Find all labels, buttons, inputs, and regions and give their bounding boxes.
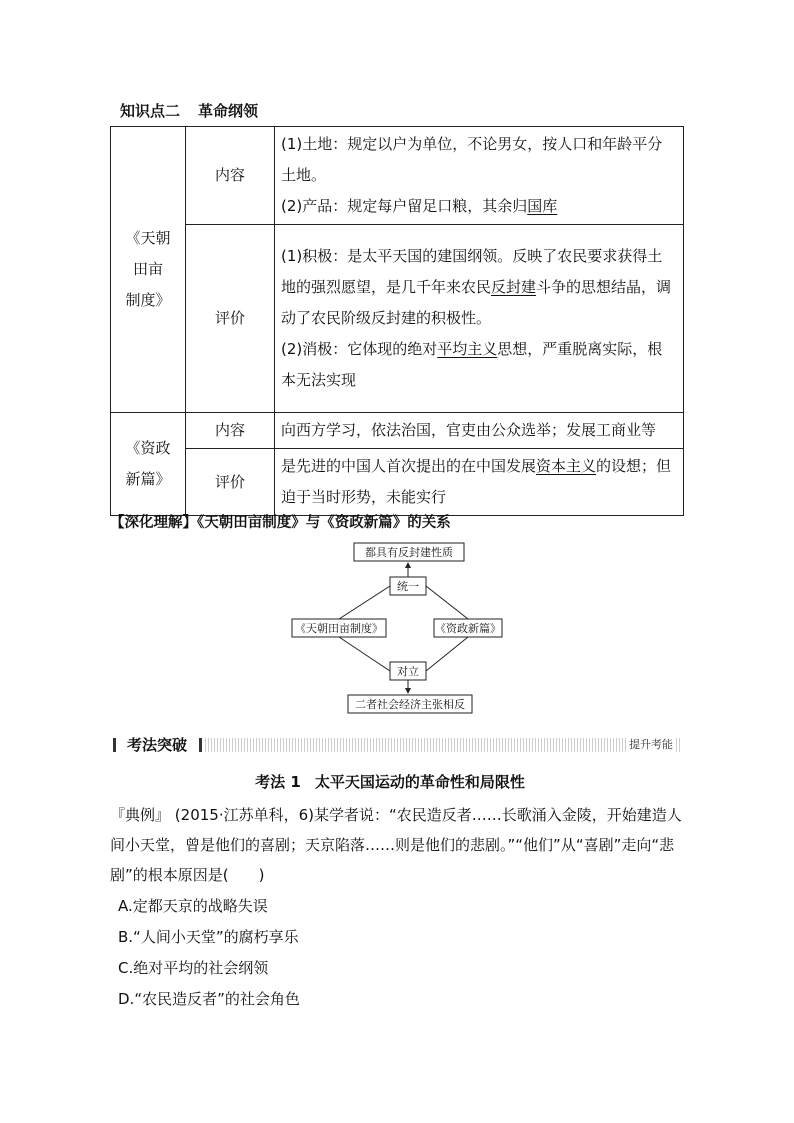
section-title [120, 100, 276, 121]
zizheng-eval-label: 评价 [186, 449, 275, 516]
method-heading [0, 771, 794, 792]
section-heading: 革命纲领 [198, 102, 259, 120]
tianchao-content [275, 127, 684, 225]
tianchao-eval-positive [281, 241, 677, 334]
tianchao-content-label: 内容 [186, 127, 275, 225]
method-banner [113, 734, 680, 756]
diagram-left-text: 《天朝田亩制度》 [295, 622, 383, 635]
question-source: (2015·江苏单科，6) [174, 806, 314, 824]
diagram-top-text: 都具有反封建性质 [365, 546, 453, 559]
text-span: 斗争的思想结晶，调动了农民阶级反封建的积极性。 [281, 278, 672, 327]
zizheng-name-line: 《资政 [125, 439, 171, 457]
underlined-term: 反封建 [491, 278, 537, 296]
question-lead: 『典例』 [110, 806, 171, 824]
tianchao-name-line: 田亩 [132, 260, 163, 278]
text-span: (2)消极：它体现的绝对 [281, 340, 438, 358]
tianchao-content-product [281, 191, 677, 222]
deep-text: 《天朝田亩制度》与《资政新篇》的关系 [197, 515, 451, 531]
deep-understanding [110, 511, 451, 532]
zizheng-name-line: 新篇》 [125, 470, 171, 488]
option-c: C.绝对平均的社会纲领 [118, 959, 269, 977]
banner-hatch [205, 738, 680, 752]
tianchao-content-land: (1)土地：规定以户为单位，不论男女，按人口和年龄平分土地。 [281, 135, 663, 184]
zizheng-name-cell [111, 413, 186, 516]
knowledge-table [110, 126, 684, 516]
tianchao-name-line: 制度》 [125, 291, 171, 309]
text-span: (1)积极：是太平天国的建国纲领。反映了农民要求获得土地的强烈愿望，是几千年来农民 [281, 247, 663, 296]
tianchao-eval [275, 225, 684, 413]
option-d: D.“农民造反者”的社会角色 [118, 990, 300, 1008]
diagram-unity-text: 统一 [397, 580, 419, 593]
tianchao-name-cell [111, 127, 186, 413]
relationship-diagram [280, 538, 520, 718]
banner-label: 考法突破 [127, 736, 188, 754]
tianchao-eval-negative [281, 334, 677, 396]
zizheng-content: 向西方学习，依法治国，官吏由公众选举；发展工商业等 [275, 413, 684, 449]
link-right-unity [426, 586, 468, 619]
link-left-opposite [339, 637, 390, 671]
banner-right-label: 提升考能 [626, 738, 676, 752]
method-title: 太平天国运动的革命性和局限性 [314, 773, 525, 791]
link-left-unity [339, 586, 390, 619]
deep-label: 【深化理解】 [110, 515, 197, 531]
link-right-opposite [426, 637, 468, 671]
tianchao-name-line: 《天朝 [125, 229, 171, 247]
zizheng-content-label: 内容 [186, 413, 275, 449]
method-label: 考法 1 [255, 773, 301, 791]
text-span: 的设想；但迫于当时形势，未能实行 [281, 457, 672, 506]
section-label: 知识点二 [120, 102, 181, 120]
text-span: 是先进的中国人首次提出的在中国发展 [281, 457, 537, 475]
diagram-right-text: 《资政新篇》 [435, 622, 501, 635]
option-b: B.“人间小天堂”的腐朽享乐 [118, 928, 299, 946]
question-stem [110, 800, 684, 890]
underlined-term: 资本主义 [536, 457, 597, 475]
underlined-term: 平均主义 [437, 340, 498, 358]
zizheng-eval [275, 449, 684, 516]
underlined-term: 国库 [527, 197, 558, 215]
diagram-opposite-text: 对立 [397, 665, 419, 678]
example-question [110, 800, 684, 890]
tianchao-eval-label: 评价 [186, 225, 275, 413]
diagram-bottom-text: 二者社会经济主张相反 [355, 698, 465, 711]
option-a: A.定都天京的战略失误 [118, 897, 268, 915]
banner-separator [199, 738, 202, 752]
question-text: 某学者说：“农民造反者……长歌涌入金陵，开始建造人间小天堂，曾是他们的喜剧；天京陷落……则是他们的悲剧。”“他们”从“喜剧”走向“悲剧”的根本原因是( ) [110, 806, 682, 884]
text-span: 思想，严重脱离实际，根本无法实现 [281, 340, 663, 389]
text-span: (2)产品：规定每户留足口粮，其余归 [281, 197, 528, 215]
banner-lead-mark [113, 738, 116, 752]
